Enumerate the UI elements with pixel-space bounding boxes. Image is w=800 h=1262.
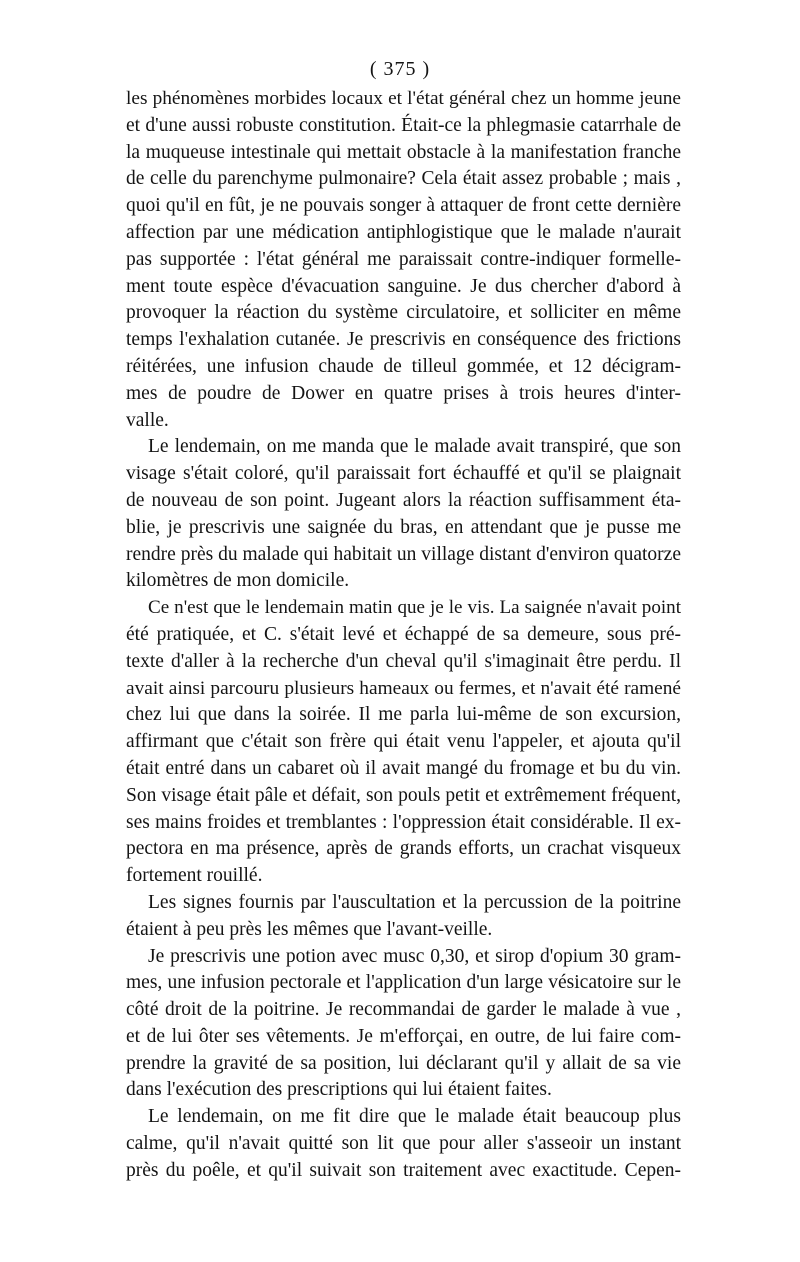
text-line: affirmant que c'était son frère qui était venu l'appeler, et ajouta qu'il	[126, 731, 681, 753]
text-line: et d'une aussi robuste constitution. Était-ce la phlegmasie catarrhale de	[126, 114, 681, 136]
text-line: kilomètres de mon domicile.	[126, 570, 350, 592]
text-line: fortement rouillé.	[126, 865, 263, 887]
page-number: ( 375 )	[369, 58, 431, 80]
text-line: prendre la gravité de sa position, lui déclarant qu'il y allait de sa vie	[126, 1052, 681, 1074]
text-line: près du poêle, et qu'il suivait son traitement avec exactitude. Cepen-	[126, 1159, 681, 1181]
text-line: provoquer la réaction du système circulatoire, et solliciter en même	[126, 302, 681, 324]
text-line: quoi qu'il en fût, je ne pouvais songer à attaquer de front cette dernière	[126, 195, 681, 217]
body-text	[126, 86, 681, 1185]
text-line: avait ainsi parcouru plusieurs hameaux ou fermes, et n'avait été ramené	[126, 677, 681, 699]
text-line: texte d'aller à la recherche d'un cheval qu'il s'imaginait être perdu. Il	[126, 650, 681, 672]
text-line: Je prescrivis une potion avec musc 0,30, et sirop d'opium 30 gram-	[148, 945, 681, 967]
text-line: rendre près du malade qui habitait un village distant d'environ quatorze	[126, 543, 681, 565]
text-line: de celle du parenchyme pulmonaire? Cela était assez probable ; mais ,	[126, 168, 681, 190]
text-line: Le lendemain, on me manda que le malade avait transpiré, que son	[148, 436, 681, 458]
text-line: chez lui que dans la soirée. Il me parla lui-même de son excursion,	[126, 704, 681, 726]
text-line: blie, je prescrivis une saignée du bras, en attendant que je pusse me	[126, 516, 681, 538]
text-line: temps l'exhalation cutanée. Je prescrivis en conséquence des frictions	[126, 329, 681, 351]
text-line: ment toute espèce d'évacuation sanguine. Je dus chercher d'abord à	[126, 275, 681, 297]
text-line: dans l'exécution des prescriptions qui lui étaient faites.	[126, 1079, 552, 1101]
text-line: ses mains froides et tremblantes : l'oppression était considérable. Il ex-	[126, 811, 681, 833]
text-line: valle.	[126, 409, 169, 431]
text-line: mes, une infusion pectorale et l'application d'un large vésicatoire sur le	[126, 972, 681, 994]
text-line: pas supportée : l'état général me paraissait contre-indiquer formelle-	[126, 248, 681, 270]
text-line: côté droit de la poitrine. Je recommandai de garder le malade à vue ,	[126, 999, 681, 1021]
text-line: les phénomènes morbides locaux et l'état général chez un homme jeune	[126, 88, 681, 109]
text-line: visage s'était coloré, qu'il paraissait fort échauffé et qu'il se plaignait	[126, 463, 681, 485]
text-line: affection par une médication antiphlogistique que le malade n'aurait	[126, 221, 681, 243]
text-line: Son visage était pâle et défait, son pouls petit et extrêmement fréquent,	[126, 784, 681, 806]
text-line: étaient à peu près les mêmes que l'avant-veille.	[126, 918, 493, 940]
text-line: était entré dans un cabaret où il avait mangé du fromage et bu du vin.	[126, 757, 681, 779]
text-line: de nouveau de son point. Jugeant alors la réaction suffisamment éta-	[126, 489, 681, 511]
text-line: Ce n'est que le lendemain matin que je le vis. La saignée n'avait point	[148, 597, 681, 619]
text-line: mes de poudre de Dower en quatre prises à trois heures d'inter-	[126, 382, 681, 404]
text-line: été pratiquée, et C. s'était levé et échappé de sa demeure, sous pré-	[126, 623, 681, 645]
text-line: la muqueuse intestinale qui mettait obstacle à la manifestation franche	[126, 141, 681, 163]
text-line: réitérées, une infusion chaude de tilleul gommée, et 12 décigram-	[126, 355, 681, 377]
text-line: et de lui ôter ses vêtements. Je m'efforçai, en outre, de lui faire com-	[126, 1025, 681, 1047]
text-line: pectora en ma présence, après de grands efforts, un crachat visqueux	[126, 838, 681, 860]
text-line: Le lendemain, on me fit dire que le malade était beaucoup plus	[148, 1106, 681, 1128]
text-line: calme, qu'il n'avait quitté son lit que pour aller s'asseoir un instant	[126, 1133, 681, 1155]
text-line: Les signes fournis par l'auscultation et la percussion de la poitrine	[148, 891, 681, 913]
